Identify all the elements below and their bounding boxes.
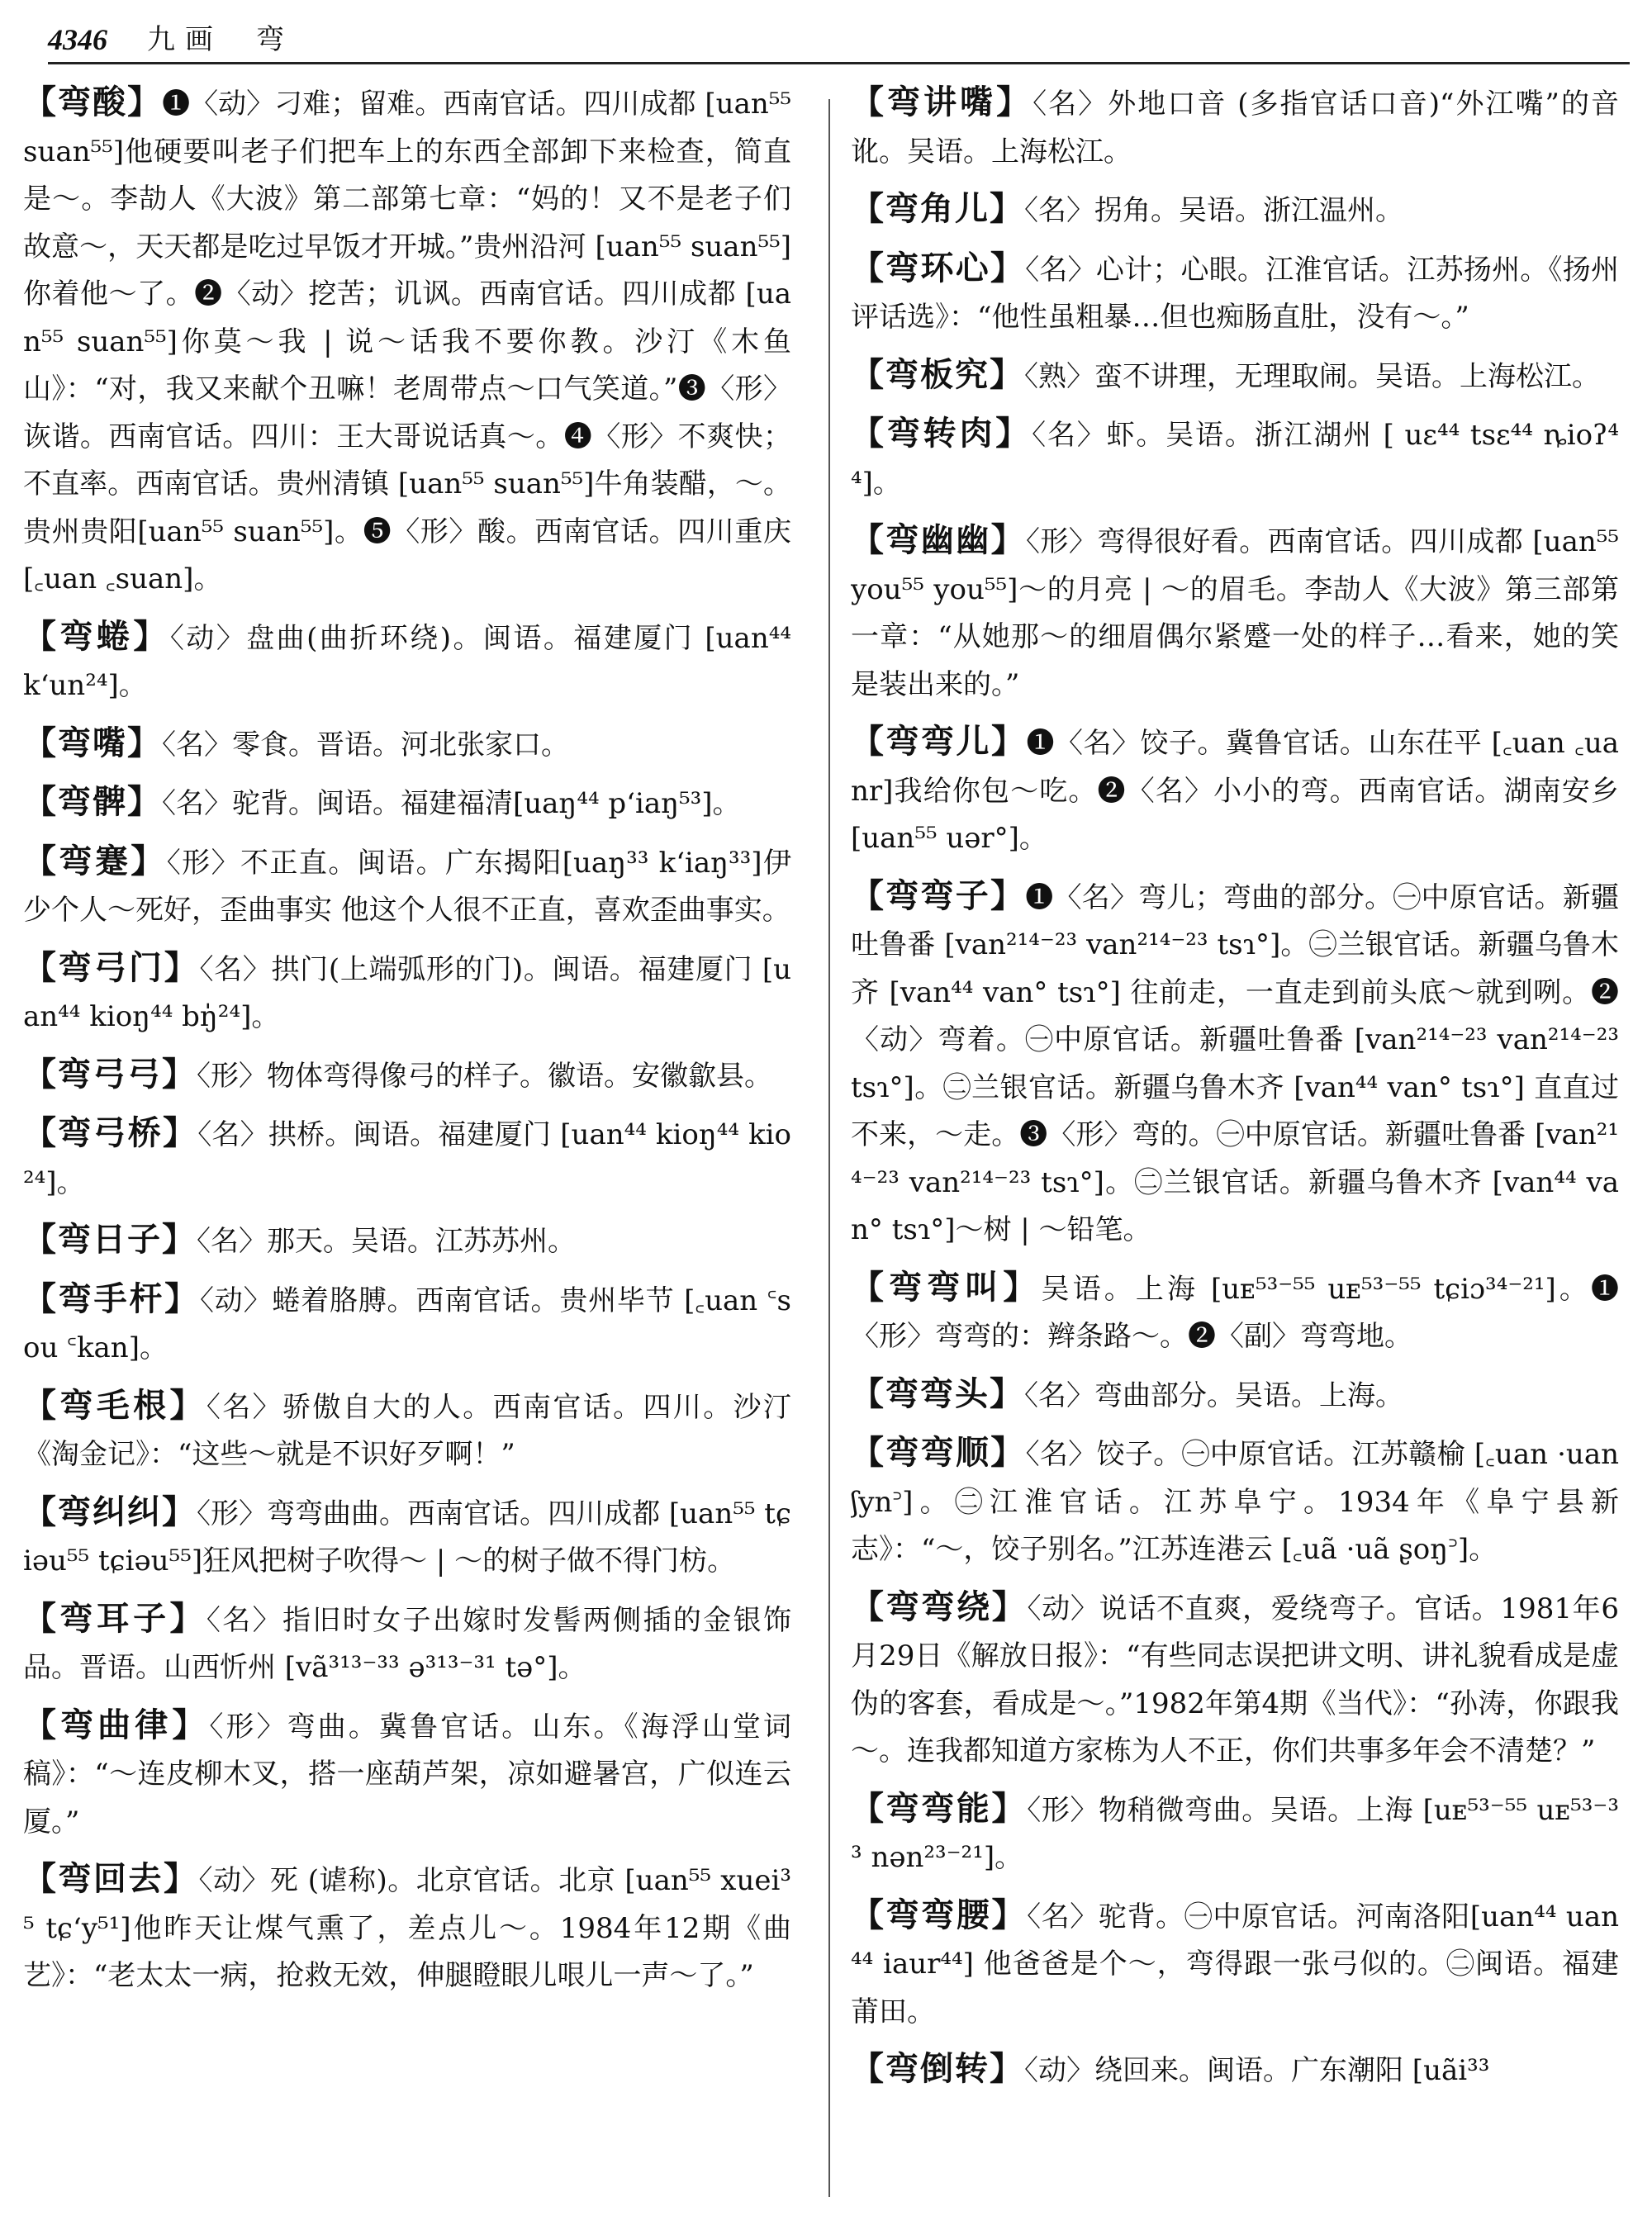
- entry-text: ❶〈名〉饺子。冀鲁官话。山东茌平 [꜀uan ꜀uanr]我给你包～吃。❷〈名〉小小的弯。西南官话。湖南安乡 [uan⁵⁵ uər°]。: [851, 727, 1619, 855]
- entry-headword: 【弯弯腰】: [851, 1896, 1028, 1934]
- entry-headword: 【弯弓桥】: [23, 1114, 198, 1152]
- entry-text: 〈熟〉蛮不讲理，无理取闹。吴语。上海松江。: [1024, 359, 1600, 393]
- dictionary-entry: [23, 1856, 791, 2000]
- entry-headword: 【弯转肉】: [851, 415, 1032, 453]
- entry-text: ❶〈动〉刁难；留难。西南官话。四川成都 [uan⁵⁵ suan⁵⁵]他硬要叫老子们把车上的东西全部卸下来检查，简直是～。李劼人《大波》第二部第七章：“妈的！又不是老子们故意～，天天都是吃过早饭才开城。”贵州沿河 [uan⁵⁵ suan⁵⁵]你着他～了。❷〈动〉挖苦；讥讽。西南官话。四川成都 [uan⁵⁵ suan⁵⁵]你莫～我 | 说～话我不要你教。沙汀《木鱼山》：“对，我又来献个丑嘛！老周带点～口气笑道。”❸〈形〉诙谐。西南官话。四川：王大哥说话真～。❹〈形〉不爽快；不直率。西南官话。贵州清镇 [uan⁵⁵ suan⁵⁵]牛角装醋，～。贵州贵阳[uan⁵⁵ suan⁵⁵]。❺〈形〉酸。西南官话。四川重庆 [꜀uan ꜀suan]。: [23, 88, 791, 595]
- column-divider: [828, 99, 830, 2197]
- dictionary-entry: [851, 1430, 1619, 1574]
- entry-headword: 【弯弯头】: [851, 1374, 1024, 1413]
- dictionary-entry: [23, 1489, 791, 1586]
- entry-text: 〈动〉绕回来。闽语。广东潮阳 [uãi³³: [1024, 2054, 1490, 2087]
- page-number: 4346: [48, 23, 107, 56]
- page-header: [48, 12, 1630, 64]
- dictionary-entry: [851, 1264, 1619, 1361]
- entry-text: 〈动〉盘曲(曲折环绕)。闽语。福建厦门 [uan⁴⁴ k‘un²⁴]。: [23, 621, 791, 702]
- entry-text: 〈名〉外地口音 (多指官话口音)“外江嘴”的音讹。吴语。上海松江。: [851, 88, 1619, 168]
- entry-headword: 【弯弯子】: [851, 876, 1026, 915]
- entry-text: 〈动〉蜷着胳膊。西南官话。贵州毕节 [꜀uan ꜂sou ꜂kan]。: [23, 1283, 791, 1364]
- dictionary-entry: [23, 1383, 791, 1479]
- entry-headword: 【弯讲嘴】: [851, 83, 1033, 121]
- entry-text: 〈名〉驼背。闽语。福建福清[uaŋ⁴⁴ p‘iaŋ⁵³]。: [162, 787, 741, 820]
- entry-text: 〈名〉弯曲部分。吴语。上海。: [1024, 1378, 1403, 1412]
- dictionary-entry: [23, 779, 791, 828]
- entry-text: 〈形〉弯弯曲曲。西南官话。四川成都 [uan⁵⁵ tɕiəu⁵⁵ tɕiəu⁵⁵]狂风把树子吹得～ | ～的树子做不得门枋。: [23, 1497, 791, 1578]
- entry-headword: 【弯弯绕】: [851, 1587, 1028, 1626]
- entry-text: ❶〈名〉弯儿；弯曲的部分。㊀中原官话。新疆吐鲁番 [van²¹⁴⁻²³ van²¹⁴⁻²³ tsɿ°]。㊁兰银官话。新疆乌鲁木齐 [van⁴⁴ van° tsɿ°] 往前走，一直走到前头底～就到咧。❷〈动〉弯着。㊀中原官话。新疆吐鲁番 [van²¹⁴⁻²³ van²¹⁴⁻²³ tsɿ°]。㊁兰银官话。新疆乌鲁木齐 [van⁴⁴ van° tsɿ°] 直直过不来，～走。❸〈形〉弯的。㊀中原官话。新疆吐鲁番 [van²¹⁴⁻²³ van²¹⁴⁻²³ tsɿ°]。㊁兰银官话。新疆乌鲁木齐 [van⁴⁴ van° tsɿ°]～树 | ～铅笔。: [851, 880, 1619, 1246]
- right-column: [851, 79, 1619, 2223]
- entry-headword: 【弯蜷】: [23, 617, 170, 656]
- dictionary-entry: [23, 1276, 791, 1373]
- dictionary-entry: [851, 352, 1619, 401]
- entry-headword: 【弯板究】: [851, 355, 1024, 394]
- entry-text: 〈形〉物体弯得像弓的样子。徽语。安徽歙县。: [197, 1059, 772, 1093]
- dictionary-entry: [851, 719, 1619, 863]
- entry-headword: 【弯毛根】: [23, 1386, 206, 1425]
- entry-headword: 【弯倒转】: [851, 2050, 1024, 2088]
- dictionary-entry: [23, 1702, 791, 1847]
- dictionary-entry: [851, 1786, 1619, 1882]
- dictionary-entry: [851, 2046, 1619, 2095]
- dictionary-entry: [851, 1892, 1619, 2037]
- entry-text: 〈形〉不正直。闽语。广东揭阳[uaŋ³³ k‘iaŋ³³]伊少个人～死好，歪曲事实 他这个人很不正直，喜欢歪曲事实。: [23, 846, 791, 927]
- dictionary-entry: [23, 1217, 791, 1266]
- entry-text: 〈名〉饺子。㊀中原官话。江苏赣榆 [꜀uan ·uan ʃyn꜄]。㊁江淮官话。江苏阜宁。1934年《阜宁县新志》：“～，饺子别名。”江苏连港云 [꜀uã ·uã ʂoŋ꜄]。: [851, 1438, 1619, 1566]
- entry-text: 〈名〉拱门(上端弧形的门)。闽语。福建厦门 [uan⁴⁴ kioŋ⁴⁴ bŋ̍²⁴]。: [23, 952, 791, 1033]
- entry-headword: 【弯纠纠】: [23, 1492, 197, 1531]
- dictionary-entry: [23, 720, 791, 770]
- entry-headword: 【弯酸】: [23, 83, 163, 121]
- left-column: [23, 79, 791, 2223]
- dictionary-entry: [23, 1051, 791, 1101]
- radical-label: 弯: [256, 23, 294, 56]
- dictionary-entry: [23, 1596, 791, 1692]
- entry-headword: 【弯弓弓】: [23, 1055, 197, 1094]
- dictionary-entry: [851, 410, 1619, 507]
- dictionary-entry: [23, 945, 791, 1041]
- entry-text: 〈形〉物稍微弯曲。吴语。上海 [uᴇ⁵³⁻⁵⁵ uᴇ⁵³⁻³³ nən²³⁻²¹]。: [851, 1793, 1619, 1874]
- entry-headword: 【弯弯能】: [851, 1789, 1028, 1828]
- entry-text: 〈名〉虾。吴语。浙江湖州 [ uɛ⁴⁴ tsɛ⁴⁴ ȵioʔ⁴⁴]。: [851, 419, 1619, 500]
- dictionary-entry: [851, 186, 1619, 235]
- entry-text: 〈名〉零食。晋语。河北张家口。: [162, 728, 569, 762]
- entry-text: 〈名〉拐角。吴语。浙江温州。: [1024, 194, 1403, 227]
- entry-text: 〈形〉弯曲。冀鲁官话。山东。《海浮山堂词稿》：“～连皮柳木叉，搭一座葫芦架，凉如避暑宫，广似连云厦。”: [23, 1710, 791, 1839]
- dictionary-entry: [851, 517, 1619, 709]
- stroke-count-label: 九画: [147, 23, 223, 56]
- entry-text: 〈名〉指旧时女子出嫁时发髻两侧插的金银饰品。晋语。山西忻州 [vã³¹³⁻³³ ə³¹³⁻³¹ tə°]。: [23, 1603, 791, 1684]
- entry-text: 〈形〉弯得很好看。西南官话。四川成都 [uan⁵⁵ you⁵⁵ you⁵⁵]～的月亮 | ～的眉毛。李劼人《大波》第三部第一章：“从她那～的细眉偶尔紧蹙一处的样子…看来，她的笑是装出来的。”: [851, 525, 1619, 701]
- entry-headword: 【弯弯儿】: [851, 723, 1027, 761]
- entry-headword: 【弯弓门】: [23, 948, 200, 987]
- entry-headword: 【弯环心】: [851, 249, 1026, 287]
- entry-text: 〈名〉那天。吴语。江苏苏州。: [197, 1225, 576, 1258]
- entry-text: 〈名〉骄傲自大的人。西南官话。四川。沙汀《淘金记》：“这些～就是不识好歹啊！”: [23, 1390, 791, 1471]
- entry-headword: 【弯耳子】: [23, 1599, 206, 1638]
- dictionary-entry: [851, 873, 1619, 1255]
- dictionary-entry: [851, 79, 1619, 176]
- entry-headword: 【弯手杆】: [23, 1279, 200, 1318]
- entry-text: 〈名〉心计；心眼。江淮官话。江苏扬州。《扬州评话选》：“他性虽粗暴…但也痴肠直肚，没有～。”: [851, 253, 1619, 334]
- entry-headword: 【弯蹇】: [23, 842, 167, 880]
- dictionary-entry: [23, 79, 791, 604]
- dictionary-entry: [23, 1110, 791, 1207]
- dictionary-entry: [851, 1371, 1619, 1421]
- entry-headword: 【弯弯叫】: [851, 1268, 1042, 1307]
- entry-text: 〈名〉拱桥。闽语。福建厦门 [uan⁴⁴ kioŋ⁴⁴ kio²⁴]。: [23, 1118, 791, 1199]
- dictionary-entry: [23, 838, 791, 935]
- entry-headword: 【弯幽幽】: [851, 521, 1026, 559]
- dictionary-entry: [851, 1584, 1619, 1776]
- dictionary-entry: [23, 614, 791, 710]
- entry-text: 吴语。上海 [uᴇ⁵³⁻⁵⁵ uᴇ⁵³⁻⁵⁵ tɕiɔ³⁴⁻²¹]。❶〈形〉弯弯的：辫条路～。❷〈副〉弯弯地。: [851, 1272, 1619, 1353]
- entry-headword: 【弯嘴】: [23, 724, 162, 762]
- entry-headword: 【弯角儿】: [851, 190, 1024, 228]
- entry-headword: 【弯曲律】: [23, 1706, 210, 1744]
- entry-text: 〈动〉死 (谑称)。北京官话。北京 [uan⁵⁵ xuei³⁵ tɕ‘y⁵¹]他昨天让煤气熏了，差点儿～。1984年12期《曲艺》：“老太太一病，抢救无效，伸腿瞪眼儿哏儿一声～了。”: [23, 1864, 791, 1992]
- entry-headword: 【弯回去】: [23, 1860, 199, 1898]
- entry-headword: 【弯髀】: [23, 783, 162, 821]
- entry-text: 〈名〉驼背。㊀中原官话。河南洛阳[uan⁴⁴ uan⁴⁴ iaur⁴⁴] 他爸爸是个～，弯得跟一张弓似的。㊁闽语。福建莆田。: [851, 1900, 1619, 2028]
- entry-text: 〈动〉说话不直爽，爱绕弯子。官话。1981年6月29日《解放日报》：“有些同志误把讲文明、讲礼貌看成是虚伪的客套，看成是～。”1982年第4期《当代》：“孙涛，你跟我～。连我都知道方家栋为人不正，你们共事多年会不清楚？”: [851, 1592, 1619, 1767]
- entry-headword: 【弯日子】: [23, 1221, 197, 1259]
- dictionary-entry: [851, 245, 1619, 342]
- entry-headword: 【弯弯顺】: [851, 1434, 1026, 1472]
